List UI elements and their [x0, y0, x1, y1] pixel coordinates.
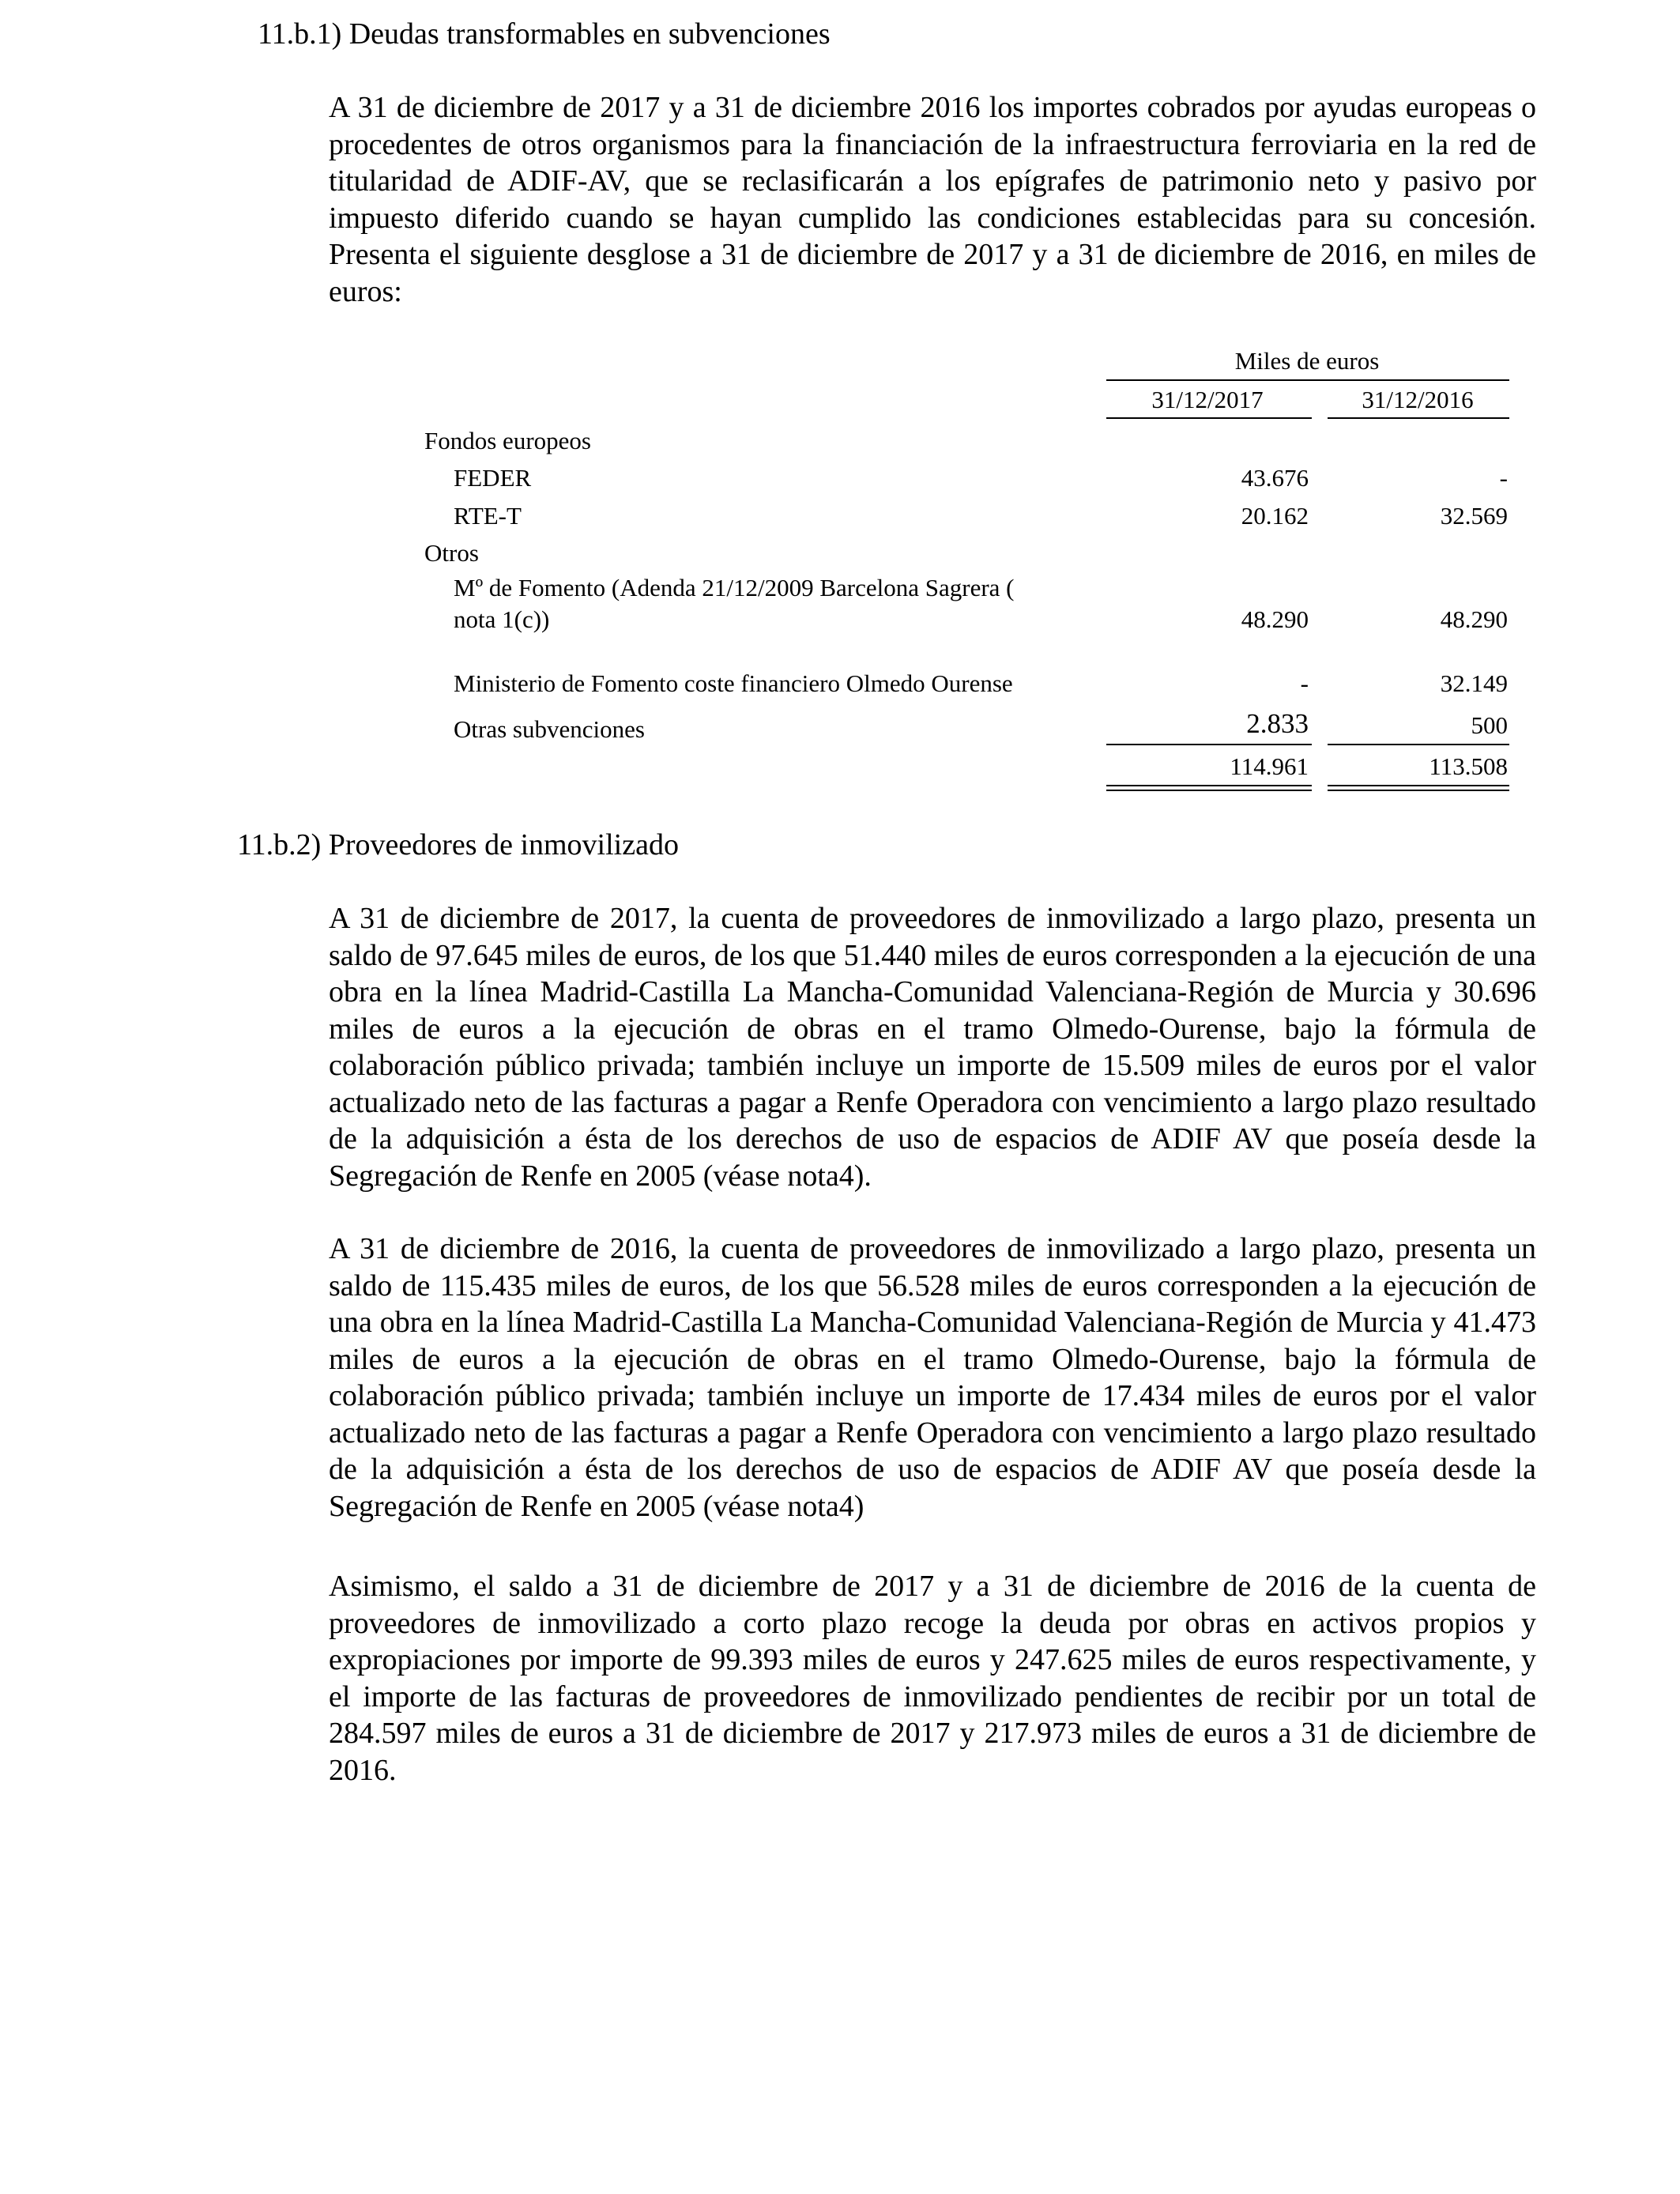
group-label-fondos-europeos: Fondos europeos: [424, 427, 591, 454]
section-heading-11b1: 11.b.1) Deudas transformables en subvenciones: [258, 17, 831, 51]
total-double-rule-2017-b: [1106, 790, 1312, 791]
row-label-fomento-adenda-line1: Mº de Fomento (Adenda 21/12/2009 Barcelona Sagrera (: [454, 574, 1015, 601]
value-feder-2017: 43.676: [1241, 464, 1309, 492]
column-header-2017: 31/12/2017: [1151, 386, 1264, 413]
header-rule: [1106, 379, 1509, 381]
value-fomento-adenda-2017: 48.290: [1241, 605, 1309, 633]
section-11b1-paragraph: A 31 de diciembre de 2017 y a 31 de diciembre 2016 los importes cobrados por ayudas europeas o procedentes de otros organismos para la financiación de la infraestructura ferroviaria en la red de titularidad de ADIF-AV, que se reclasificarán a los epígrafes de patrimonio neto y pasivo por impuesto diferido cuando se hayan cumplido las condiciones establecidas para su concesión. Presenta el siguiente desglose a 31 de diciembre de 2017 y a 31 de diciembre de 2016, en miles de euros:: [329, 91, 1536, 308]
row-label-otras-subvenciones: Otras subvenciones: [454, 715, 645, 743]
row-label-rtet: RTE-T: [454, 502, 522, 530]
value-rtet-2017: 20.162: [1241, 502, 1309, 530]
value-fomento-coste-2016: 32.149: [1440, 669, 1508, 697]
row-label-fomento-coste: Ministerio de Fomento coste financiero Olmedo Ourense: [454, 669, 1013, 697]
section-heading-11b2: 11.b.2) Proveedores de inmovilizado: [237, 828, 679, 861]
value-otras-2016: 500: [1471, 711, 1508, 739]
value-rtet-2016: 32.569: [1440, 502, 1508, 530]
subtotal-rule-2017: [1106, 744, 1312, 745]
row-label-fomento-adenda-line2: nota 1(c)): [454, 605, 550, 633]
value-feder-2016: -: [1499, 464, 1508, 492]
subtotal-rule-2016: [1328, 744, 1509, 745]
row-label-feder: FEDER: [454, 464, 532, 492]
group-label-otros: Otros: [424, 539, 479, 567]
total-double-rule-2016-a: [1328, 785, 1509, 786]
total-double-rule-2017-a: [1106, 785, 1312, 786]
section-11b2-paragraph-corto-plazo: Asimismo, el saldo a 31 de diciembre de 2017 y a 31 de diciembre de 2016 de la cuenta de proveedores de inmovilizado a corto plazo recoge la deuda por obras en activos propios y expropiaciones por importe de 99.393 miles de euros y 247.625 miles de euros respectivamente, y el importe de las facturas de proveedores de inmovilizado pendientes de recibir por un total de 284.597 miles de euros a 31 de diciembre de 2017 y 217.973 miles de euros a 31 de diciembre de 2016.: [329, 1570, 1536, 1787]
total-double-rule-2016-b: [1328, 790, 1509, 791]
value-total-2016: 113.508: [1429, 752, 1508, 780]
value-total-2017: 114.961: [1230, 752, 1309, 780]
section-11b2-paragraph-2017: A 31 de diciembre de 2017, la cuenta de proveedores de inmovilizado a largo plazo, presenta un saldo de 97.645 miles de euros, de los que 51.440 miles de euros corresponden a la ejecución de una obra en la línea Madrid-Castilla La Mancha-Comunidad Valenciana-Región de Murcia y 30.696 miles de euros a la ejecución de obras en el tramo Olmedo-Ourense, bajo la fórmula de colaboración público privada; también incluye un importe de 15.509 miles de euros por el valor actualizado neto de las facturas a pagar a Renfe Operadora con vencimiento a largo plazo resultado de la adquisición a ésta de los derechos de uso de espacios de ADIF AV que poseía desde la Segregación de Renfe en 2005 (véase nota4).: [329, 902, 1536, 1193]
value-fomento-coste-2017: -: [1300, 669, 1309, 697]
value-otras-2017: 2.833: [1246, 708, 1309, 739]
section-11b2-paragraph-2016: A 31 de diciembre de 2016, la cuenta de proveedores de inmovilizado a largo plazo, presenta un saldo de 115.435 miles de euros, de los que 56.528 miles de euros corresponden a la ejecución de una obra en la línea Madrid-Castilla La Mancha-Comunidad Valenciana-Región de Murcia y 41.473 miles de euros a la ejecución de obras en el tramo Olmedo-Ourense, bajo la fórmula de colaboración público privada; también incluye un importe de 17.434 miles de euros por el valor actualizado neto de las facturas a pagar a Renfe Operadora con vencimiento a largo plazo resultado de la adquisición a ésta de los derechos de uso de espacios de ADIF AV que poseía desde la Segregación de Renfe en 2005 (véase nota4): [329, 1232, 1536, 1523]
column-header-2016: 31/12/2016: [1362, 386, 1474, 413]
column-rule-2017: [1106, 417, 1312, 419]
table-header-group: Miles de euros: [1234, 347, 1380, 375]
value-fomento-adenda-2016: 48.290: [1440, 605, 1508, 633]
column-rule-2016: [1328, 417, 1509, 419]
